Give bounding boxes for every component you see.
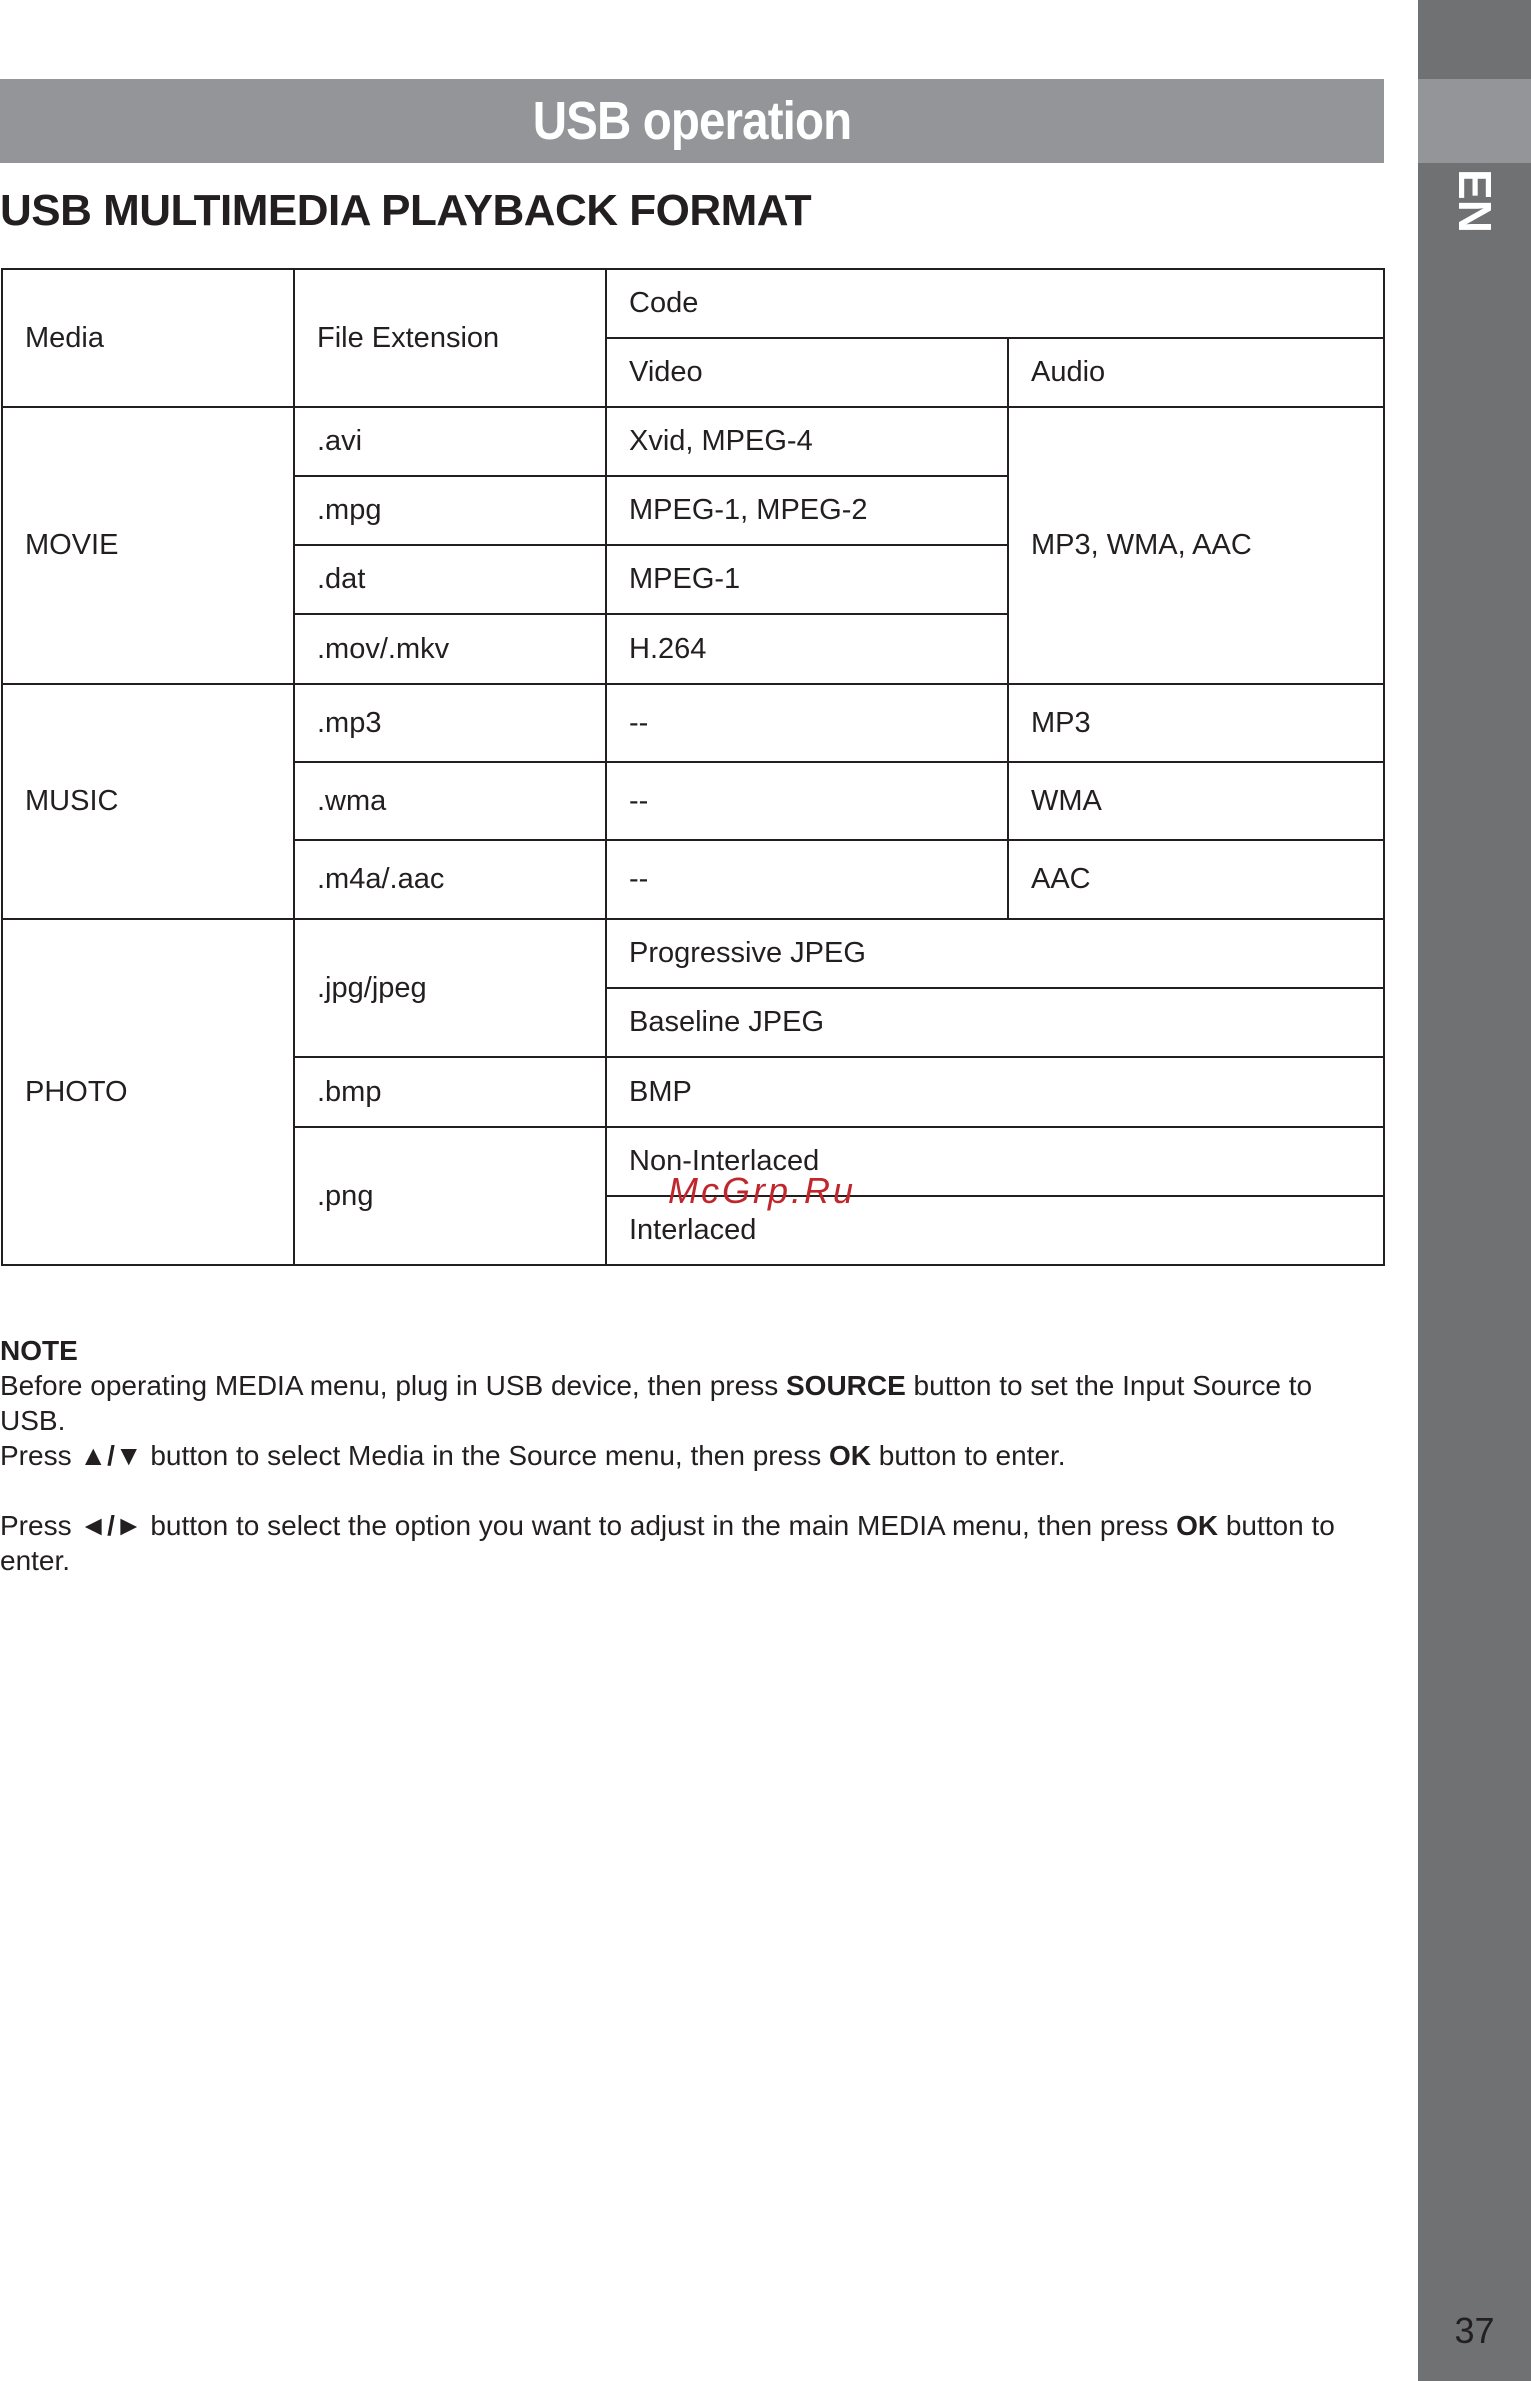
left-right-arrows-icon: ◄/► (79, 1510, 143, 1541)
media-music: MUSIC (2, 684, 294, 919)
table-row (2, 269, 1384, 338)
note-paragraph-3: Press ◄/► button to select the option you want to adjust in the main MEDIA menu, then press OK button to enter. (0, 1510, 1335, 1576)
table-row (2, 919, 1384, 988)
playback-format-table (1, 268, 1385, 1266)
file-extension: .wma (294, 762, 606, 840)
file-extension: .mpg (294, 476, 606, 545)
section-title-bar (0, 79, 1384, 163)
video-code: -- (606, 762, 1008, 840)
file-extension: .avi (294, 407, 606, 476)
header-file-extension: File Extension (294, 269, 606, 407)
audio-code: MP3 (1008, 684, 1384, 762)
table-row (2, 684, 1384, 762)
image-code: BMP (606, 1057, 1384, 1127)
language-tab (1418, 79, 1531, 233)
file-extension: .mp3 (294, 684, 606, 762)
header-audio: Audio (1008, 338, 1384, 407)
file-extension: .jpg/jpeg (294, 919, 606, 1057)
watermark: McGrp.Ru (668, 1170, 857, 1211)
audio-code: AAC (1008, 840, 1384, 919)
video-code: MPEG-1 (606, 545, 1008, 614)
file-extension: .bmp (294, 1057, 606, 1127)
side-tab-bar (1418, 0, 1531, 2381)
video-code: MPEG-1, MPEG-2 (606, 476, 1008, 545)
page-number: 37 (1454, 2310, 1495, 2351)
movie-audio-code: MP3, WMA, AAC (1008, 407, 1384, 684)
header-code: Code (606, 269, 1384, 338)
page-heading: USB MULTIMEDIA PLAYBACK FORMAT (0, 186, 812, 235)
section-title: USB operation (532, 91, 852, 151)
audio-code: WMA (1008, 762, 1384, 840)
note-title: NOTE (0, 1335, 78, 1366)
header-media: Media (2, 269, 294, 407)
language-label: EN (1449, 169, 1501, 233)
up-down-arrows-icon: ▲/▼ (79, 1440, 143, 1471)
note-paragraph-2: Press ▲/▼ button to select Media in the Source menu, then press OK button to enter. (0, 1440, 1066, 1471)
image-code: Progressive JPEG (606, 919, 1384, 988)
note-section (0, 1333, 1384, 1578)
video-code: -- (606, 840, 1008, 919)
media-movie: MOVIE (2, 407, 294, 684)
note-paragraph-1: Before operating MEDIA menu, plug in USB device, then press SOURCE button to set the Input Source to USB. (0, 1370, 1313, 1436)
image-code: Baseline JPEG (606, 988, 1384, 1057)
image-code: Interlaced (606, 1196, 1384, 1265)
video-code: Xvid, MPEG-4 (606, 407, 1008, 476)
table-row (2, 407, 1384, 476)
header-video: Video (606, 338, 1008, 407)
file-extension: .png (294, 1127, 606, 1265)
image-code: Non-Interlaced (606, 1127, 1384, 1196)
video-code: H.264 (606, 614, 1008, 684)
video-code: -- (606, 684, 1008, 762)
file-extension: .dat (294, 545, 606, 614)
file-extension: .mov/.mkv (294, 614, 606, 684)
file-extension: .m4a/.aac (294, 840, 606, 919)
media-photo: PHOTO (2, 919, 294, 1265)
